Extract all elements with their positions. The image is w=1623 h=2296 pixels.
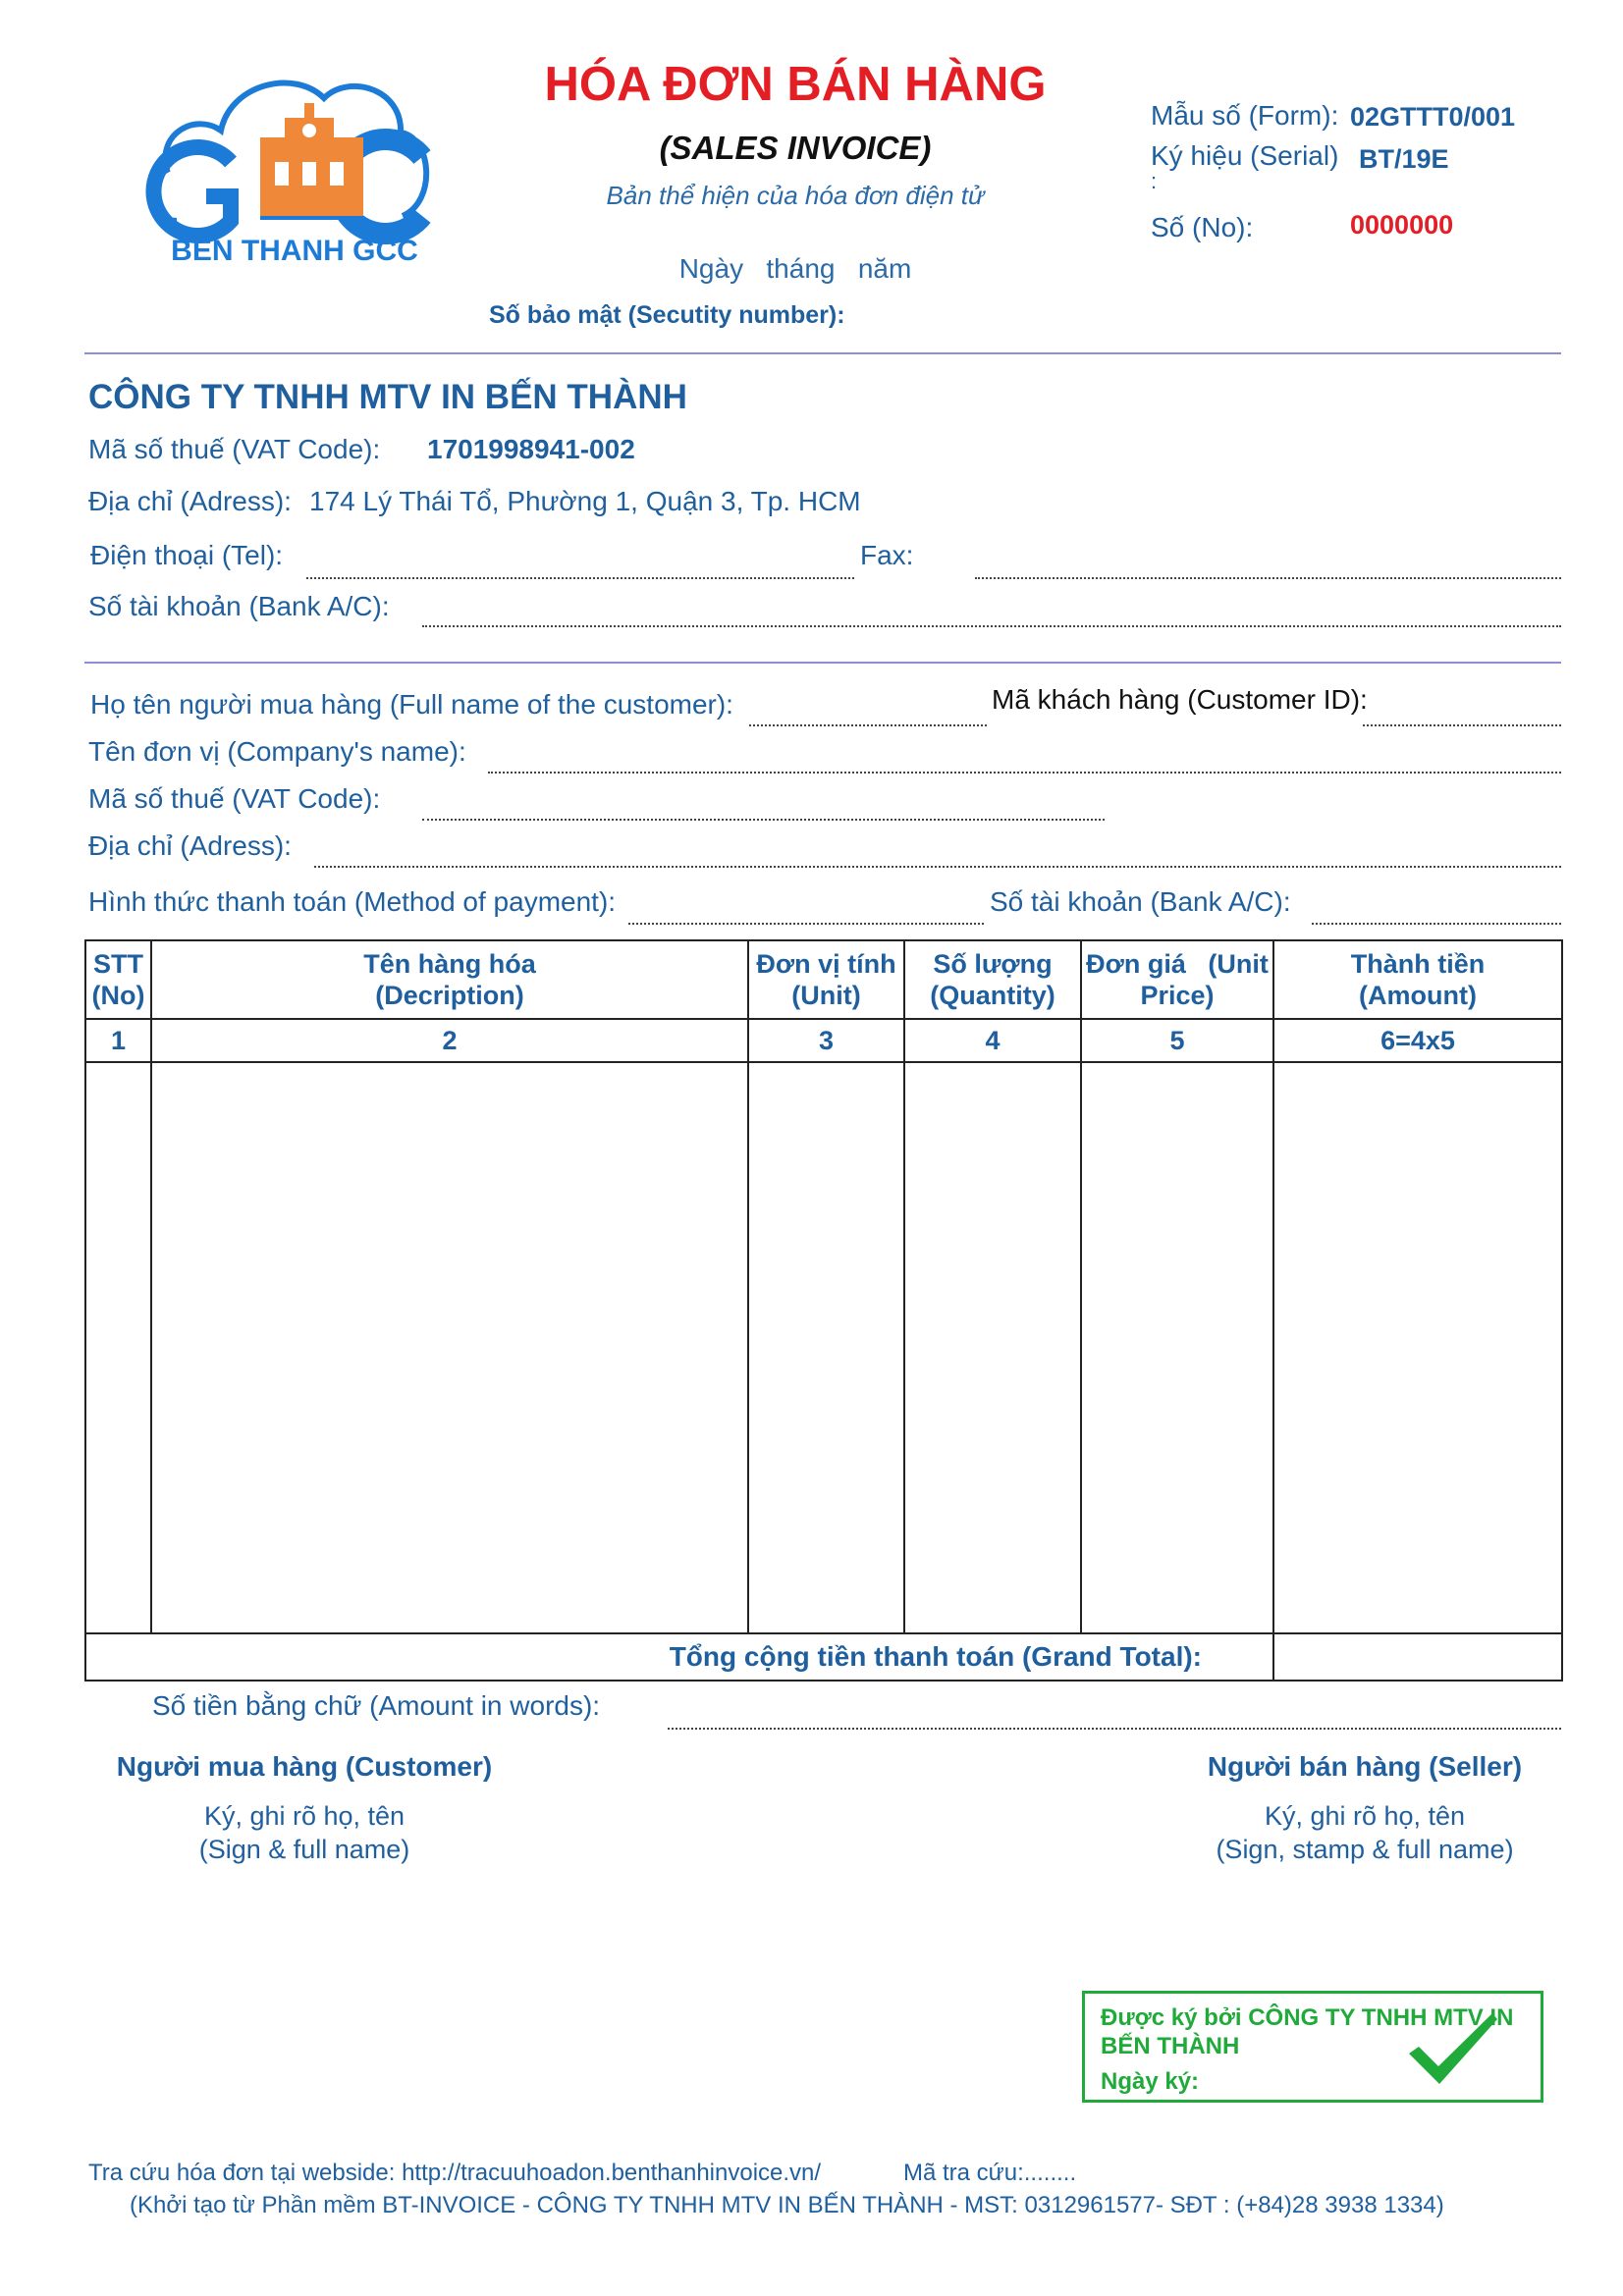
serial-value: BT/19E <box>1359 144 1449 174</box>
signed-by-text: Được ký bởi CÔNG TY TNHH MTV IN BẾN THÀNH <box>1101 2004 1514 2059</box>
buyer-company-label: Tên đơn vị (Company's name): <box>88 736 466 767</box>
items-cell-quantity <box>904 1062 1081 1633</box>
payment-method-field <box>628 923 984 925</box>
amount-in-words-label: Số tiền bằng chữ (Amount in words): <box>152 1690 601 1721</box>
seller-vat-label: Mã số thuế (VAT Code): <box>88 434 381 464</box>
seller-tel-field <box>306 577 854 579</box>
column-header-no: STT (No) <box>85 940 151 1019</box>
customer-id-field <box>1363 724 1561 726</box>
buyer-company-field <box>488 772 1561 774</box>
column-header-unit: Đơn vị tính (Unit) <box>748 940 904 1019</box>
seller-vat-value: 1701998941-002 <box>427 434 635 464</box>
seller-tel-label: Điện thoại (Tel): <box>90 540 284 570</box>
grand-total-row <box>85 1633 1562 1681</box>
divider-top <box>84 352 1561 354</box>
column-number: 6=4x5 <box>1273 1019 1562 1062</box>
digital-signature-stamp <box>1082 1991 1543 2103</box>
buyer-vat-label: Mã số thuế (VAT Code): <box>88 783 381 814</box>
invoice-date: Ngày tháng năm <box>678 253 912 284</box>
invoice-no-value: 0000000 <box>1350 210 1454 240</box>
payment-method-label: Hình thức thanh toán (Method of payment): <box>88 886 617 917</box>
software-generated-note: (Khởi tạo từ Phần mềm BT-INVOICE - CÔNG TY TNHH MTV IN BẾN THÀNH - MST: 0312961577- SĐT : (+84)28 3938 1334) <box>130 2192 1444 2218</box>
buyer-bank-field <box>1312 923 1561 925</box>
lookup-code-text: Mã tra cứu:........ <box>903 2160 1077 2186</box>
items-cell-unit-price <box>1081 1062 1273 1633</box>
buyer-vat-field <box>422 819 1105 821</box>
items-cell-amount <box>1273 1062 1562 1633</box>
serial-colon: : <box>1151 169 1158 193</box>
column-number: 2 <box>151 1019 748 1062</box>
items-cell-description <box>151 1062 748 1633</box>
column-number-row <box>85 1019 1562 1062</box>
column-number: 3 <box>748 1019 904 1062</box>
invoice-subtitle: (SALES INVOICE) <box>659 130 932 166</box>
serial-label: Ký hiệu (Serial) <box>1151 140 1339 171</box>
grand-total-value <box>1273 1633 1562 1681</box>
items-cell-unit <box>748 1062 904 1633</box>
items-cell-no <box>85 1062 151 1633</box>
column-number: 4 <box>904 1019 1081 1062</box>
seller-signature-instruction: Ký, ghi rõ họ, tên (Sign, stamp & full name) <box>1216 1801 1514 1864</box>
form-label: Mẫu số (Form): <box>1151 100 1339 131</box>
logo-brand-text: BEN THANH GCC <box>171 235 418 267</box>
checkmark-icon <box>1404 2009 1502 2088</box>
electronic-invoice-note: Bản thể hiện của hóa đơn điện tử <box>606 181 985 210</box>
invoice-title: HÓA ĐƠN BÁN HÀNG <box>544 58 1047 111</box>
table-header-row <box>85 940 1562 1019</box>
invoice-no-label: Số (No): <box>1151 212 1254 242</box>
amount-in-words-field <box>668 1728 1561 1730</box>
sign-date-label: Ngày ký: <box>1101 2068 1200 2095</box>
column-header-unit-price: Đơn giá (Unit Price) <box>1081 940 1273 1019</box>
divider-middle <box>84 662 1561 664</box>
form-value: 02GTTT0/001 <box>1350 102 1516 132</box>
seller-fax-field <box>975 577 1561 579</box>
column-header-amount: Thành tiền (Amount) <box>1273 940 1562 1019</box>
seller-address-label: Địa chỉ (Adress): <box>88 486 292 516</box>
customer-id-label: Mã khách hàng (Customer ID): <box>992 684 1368 715</box>
buyer-name-label: Họ tên người mua hàng (Full name of the customer): <box>90 689 733 720</box>
items-body-row <box>85 1062 1562 1633</box>
buyer-bank-label: Số tài khoản (Bank A/C): <box>990 886 1291 917</box>
customer-signature-instruction: Ký, ghi rõ họ, tên (Sign & full name) <box>198 1801 410 1864</box>
seller-address-value: 174 Lý Thái Tổ, Phường 1, Quận 3, Tp. HCM <box>309 486 861 516</box>
seller-bank-field <box>422 625 1561 627</box>
column-number: 5 <box>1081 1019 1273 1062</box>
security-number-label: Số bảo mật (Secutity number): <box>489 301 845 329</box>
seller-signature-title: Người bán hàng (Seller) <box>1207 1751 1523 1782</box>
seller-fax-label: Fax: <box>860 540 914 570</box>
buyer-address-field <box>314 866 1561 868</box>
lookup-website-text: Tra cứu hóa đơn tại webside: http://tracuuhoadon.benthanhinvoice.vn/ <box>88 2160 822 2186</box>
column-number: 1 <box>85 1019 151 1062</box>
seller-company-name: CÔNG TY TNHH MTV IN BẾN THÀNH <box>88 378 687 416</box>
grand-total-label: Tổng cộng tiền thanh toán (Grand Total): <box>85 1633 1273 1681</box>
customer-signature-title: Người mua hàng (Customer) <box>116 1751 493 1782</box>
seller-bank-label: Số tài khoản (Bank A/C): <box>88 591 390 621</box>
items-table <box>84 939 1563 1682</box>
column-header-description: Tên hàng hóa (Decription) <box>151 940 748 1019</box>
column-header-quantity: Số lượng (Quantity) <box>904 940 1081 1019</box>
buyer-address-label: Địa chỉ (Adress): <box>88 830 292 861</box>
buyer-name-field <box>749 724 987 726</box>
